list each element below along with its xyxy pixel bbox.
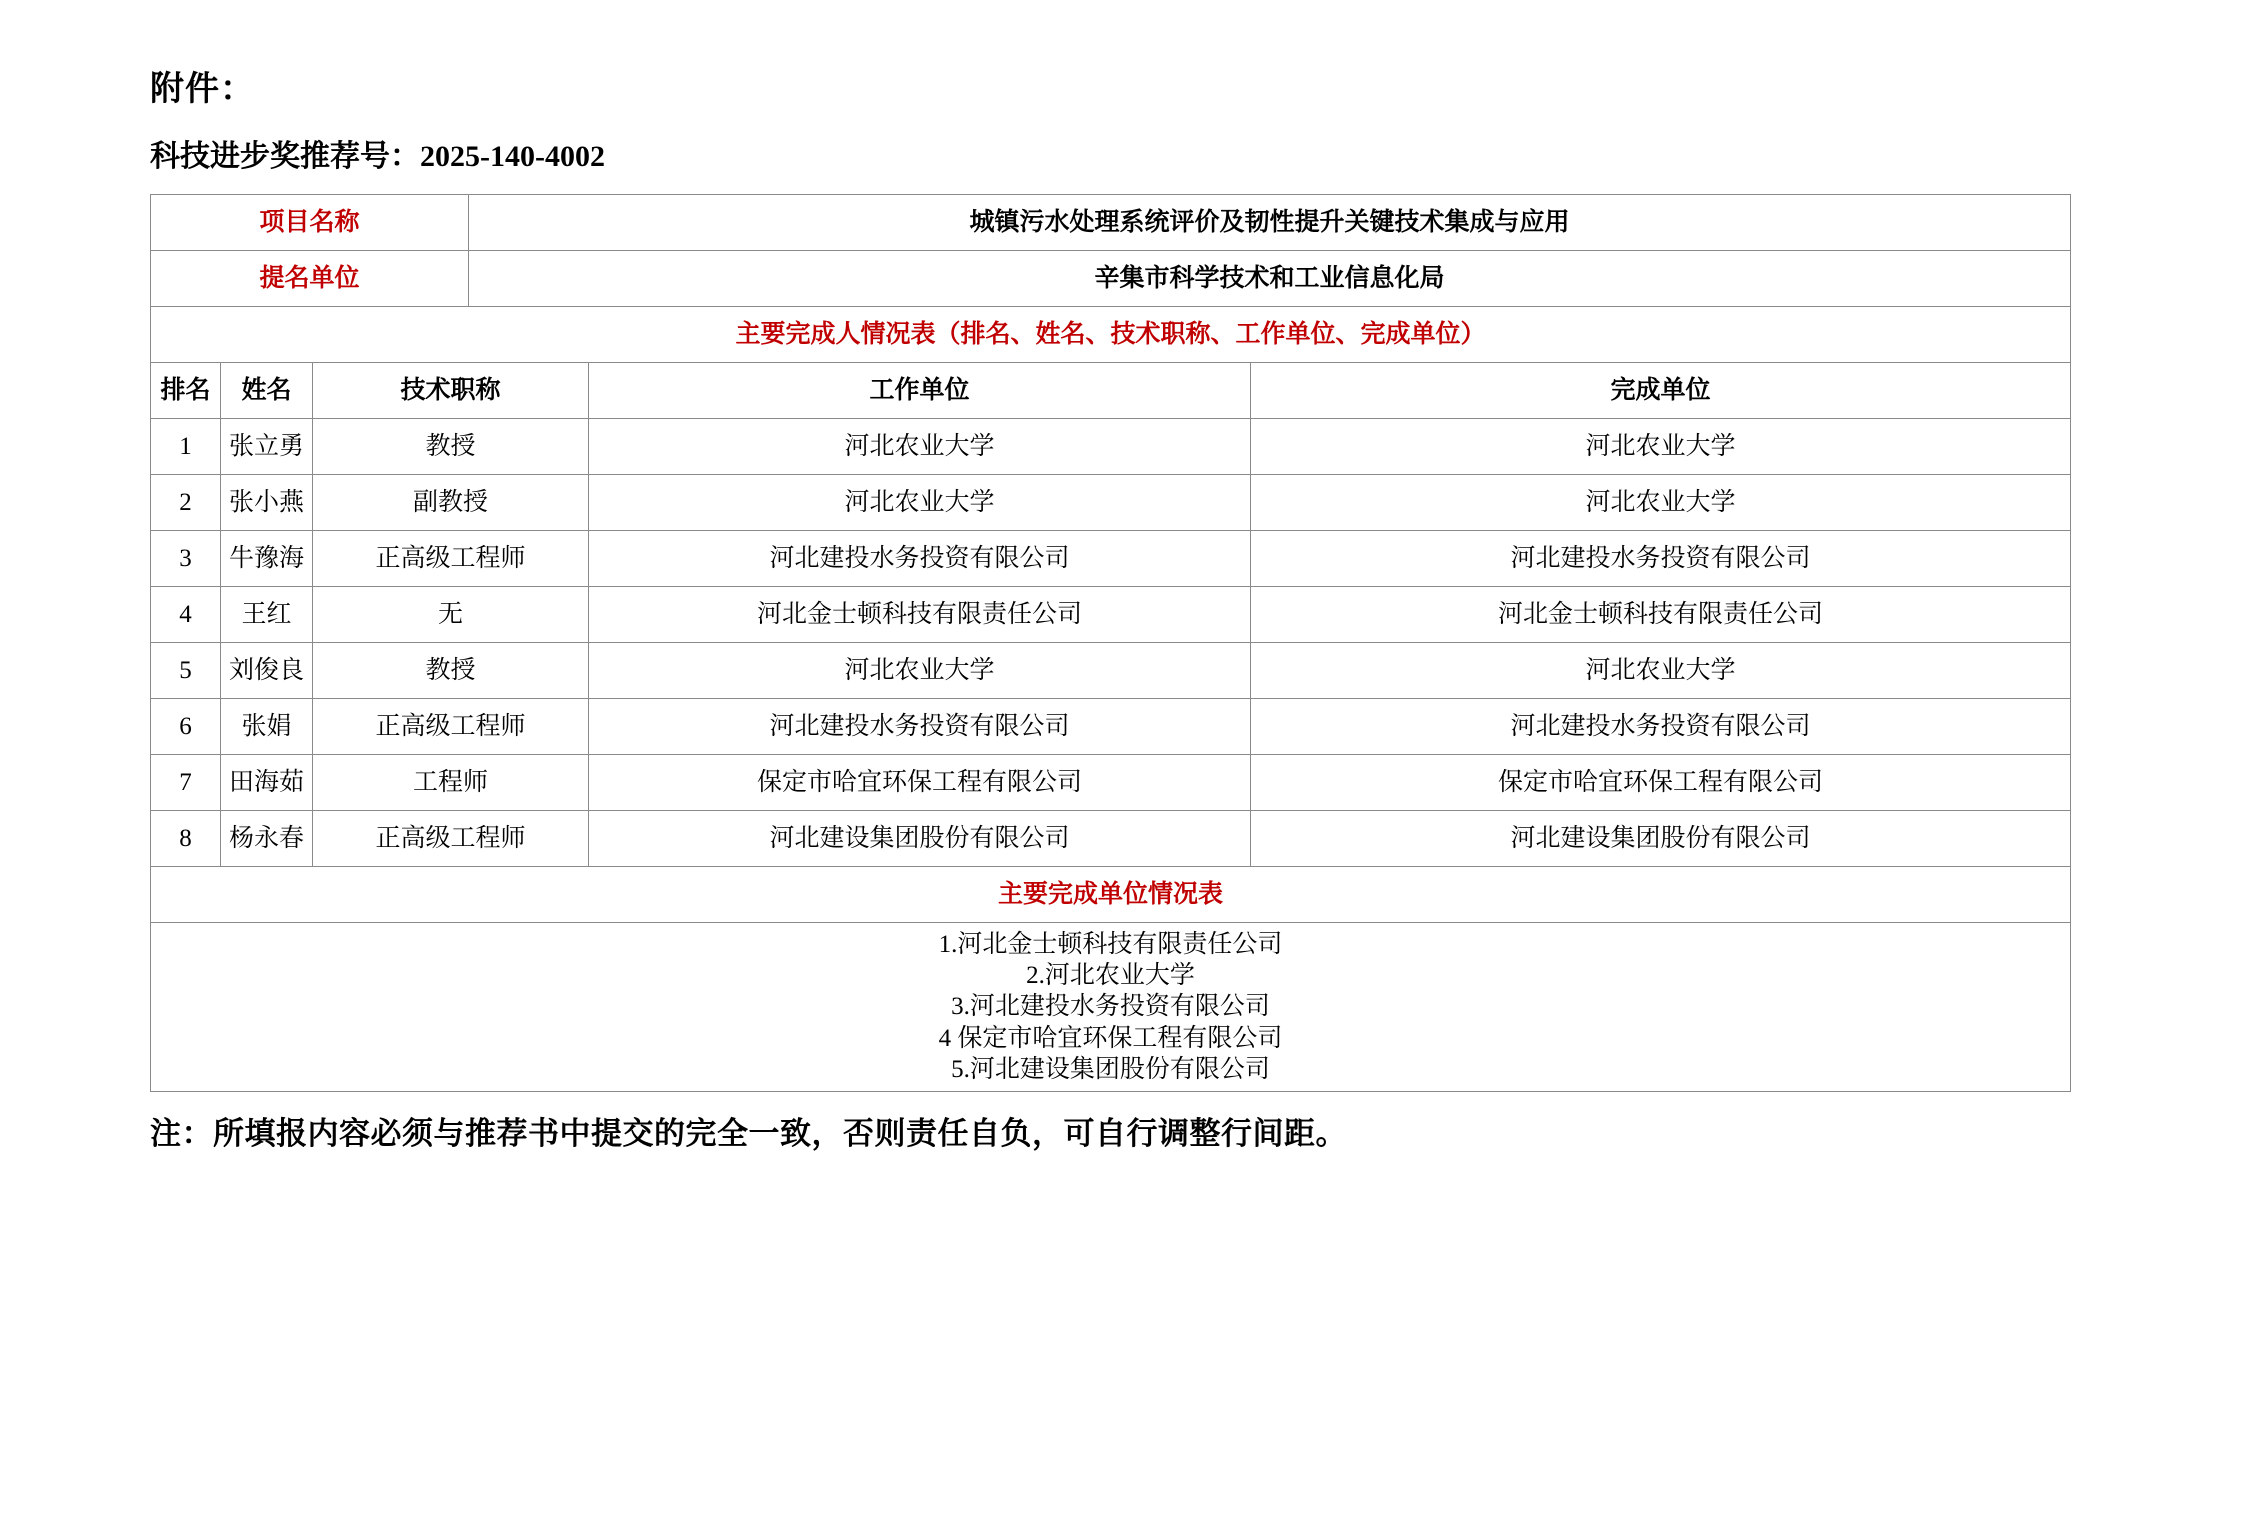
cell-name: 张娟 xyxy=(221,698,313,754)
nominating-unit-value: 辛集市科学技术和工业信息化局 xyxy=(469,250,2071,306)
cell-rank: 6 xyxy=(151,698,221,754)
units-section-title: 主要完成单位情况表 xyxy=(151,866,2071,922)
cell-work-unit: 河北建投水务投资有限公司 xyxy=(589,698,1251,754)
cell-rank: 8 xyxy=(151,810,221,866)
cell-name: 张立勇 xyxy=(221,418,313,474)
recommendation-label: 科技进步奖推荐号： xyxy=(150,139,420,173)
cell-name: 田海茹 xyxy=(221,754,313,810)
cell-completion-unit: 保定市哈宜环保工程有限公司 xyxy=(1251,754,2071,810)
cell-work-unit: 河北建设集团股份有限公司 xyxy=(589,810,1251,866)
cell-completion-unit: 河北农业大学 xyxy=(1251,642,2071,698)
award-info-table xyxy=(150,194,2071,1092)
cell-work-unit: 河北农业大学 xyxy=(589,418,1251,474)
cell-completion-unit: 河北建投水务投资有限公司 xyxy=(1251,530,2071,586)
list-item: 1.河北金士顿科技有限责任公司 xyxy=(938,930,1283,958)
cell-title: 正高级工程师 xyxy=(313,810,589,866)
cell-title: 正高级工程师 xyxy=(313,530,589,586)
list-item: 2.河北农业大学 xyxy=(1026,962,1195,990)
list-item: 5.河北建设集团股份有限公司 xyxy=(951,1055,1270,1083)
cell-completion-unit: 河北建设集团股份有限公司 xyxy=(1251,810,2071,866)
table-row xyxy=(151,642,2071,698)
cell-rank: 2 xyxy=(151,474,221,530)
table-row-units-title xyxy=(151,866,2071,922)
footer-note: 注：所填报内容必须与推荐书中提交的完全一致，否则责任自负，可自行调整行间距。 xyxy=(150,1116,1347,1152)
project-name-label: 项目名称 xyxy=(151,194,469,250)
table-row xyxy=(151,474,2071,530)
cell-rank: 4 xyxy=(151,586,221,642)
cell-rank: 7 xyxy=(151,754,221,810)
column-header-completion-unit: 完成单位 xyxy=(1251,362,2071,418)
table-row xyxy=(151,418,2071,474)
cell-completion-unit: 河北建投水务投资有限公司 xyxy=(1251,698,2071,754)
cell-title: 副教授 xyxy=(313,474,589,530)
column-header-title: 技术职称 xyxy=(313,362,589,418)
cell-title: 正高级工程师 xyxy=(313,698,589,754)
cell-rank: 1 xyxy=(151,418,221,474)
recommendation-line xyxy=(150,137,2095,176)
table-row xyxy=(151,810,2071,866)
table-row xyxy=(151,586,2071,642)
attachment-label: 附件： xyxy=(150,71,255,108)
table-row-nominating-unit xyxy=(151,250,2071,306)
cell-work-unit: 河北农业大学 xyxy=(589,642,1251,698)
project-name-value: 城镇污水处理系统评价及韧性提升关键技术集成与应用 xyxy=(469,194,2071,250)
table-row xyxy=(151,698,2071,754)
cell-rank: 5 xyxy=(151,642,221,698)
table-row-units-list xyxy=(151,922,2071,1091)
cell-title: 无 xyxy=(313,586,589,642)
cell-name: 刘俊良 xyxy=(221,642,313,698)
cell-completion-unit: 河北农业大学 xyxy=(1251,474,2071,530)
table-row xyxy=(151,754,2071,810)
cell-name: 张小燕 xyxy=(221,474,313,530)
column-header-name: 姓名 xyxy=(221,362,313,418)
table-row xyxy=(151,530,2071,586)
column-header-rank: 排名 xyxy=(151,362,221,418)
cell-completion-unit: 河北农业大学 xyxy=(1251,418,2071,474)
nominating-unit-label: 提名单位 xyxy=(151,250,469,306)
table-row-project-name xyxy=(151,194,2071,250)
list-item: 3.河北建投水务投资有限公司 xyxy=(951,993,1270,1021)
column-header-work-unit: 工作单位 xyxy=(589,362,1251,418)
units-list xyxy=(151,922,2071,1091)
contributors-section-title: 主要完成人情况表（排名、姓名、技术职称、工作单位、完成单位） xyxy=(151,306,2071,362)
cell-work-unit: 保定市哈宜环保工程有限公司 xyxy=(589,754,1251,810)
cell-name: 王红 xyxy=(221,586,313,642)
cell-title: 工程师 xyxy=(313,754,589,810)
list-item: 4 保定市哈宜环保工程有限公司 xyxy=(938,1024,1283,1052)
table-row-contributors-title xyxy=(151,306,2071,362)
recommendation-number: 2025-140-4002 xyxy=(420,139,605,173)
cell-work-unit: 河北金士顿科技有限责任公司 xyxy=(589,586,1251,642)
cell-name: 杨永春 xyxy=(221,810,313,866)
table-row-header xyxy=(151,362,2071,418)
cell-name: 牛豫海 xyxy=(221,530,313,586)
cell-completion-unit: 河北金士顿科技有限责任公司 xyxy=(1251,586,2071,642)
cell-title: 教授 xyxy=(313,418,589,474)
cell-work-unit: 河北农业大学 xyxy=(589,474,1251,530)
cell-title: 教授 xyxy=(313,642,589,698)
cell-rank: 3 xyxy=(151,530,221,586)
cell-work-unit: 河北建投水务投资有限公司 xyxy=(589,530,1251,586)
